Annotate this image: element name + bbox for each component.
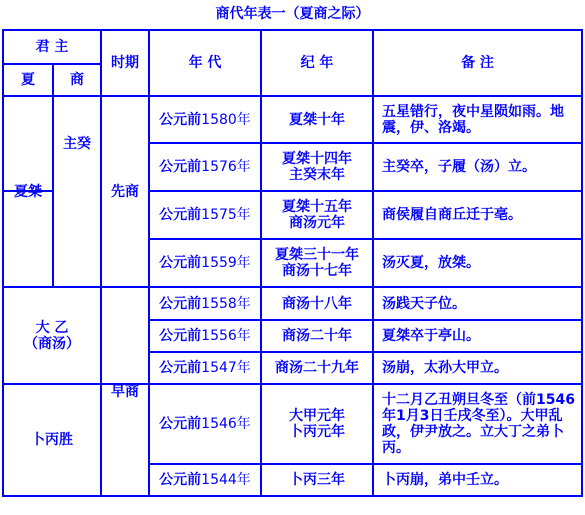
table-row-year xyxy=(150,321,260,351)
table-row-year xyxy=(150,97,260,142)
year-number: 1576年 xyxy=(201,159,251,175)
year-number: 1580年 xyxy=(201,111,251,128)
year-prefix: 公元前 xyxy=(159,159,202,175)
reign-line: 卜丙元年 xyxy=(289,424,345,440)
reign-line: 商汤十七年 xyxy=(282,263,352,279)
table-row-reign: 商汤二十年 xyxy=(282,328,352,344)
header-shang: 商 xyxy=(70,72,84,88)
reign-line: 夏桀十五年 xyxy=(282,199,352,215)
year-prefix: 公元前 xyxy=(159,328,202,344)
header-reign: 纪 年 xyxy=(300,55,334,71)
year-number: 1546年 xyxy=(201,416,251,432)
table-row-note: 商侯履自商丘迁于亳。 xyxy=(382,207,522,223)
header-year: 年 代 xyxy=(188,55,222,71)
table-row-note: 汤践天子位。 xyxy=(382,295,466,312)
period-xianshang: 先商 xyxy=(111,183,139,200)
header-notes: 备 注 xyxy=(461,55,494,71)
year-prefix: 公元前 xyxy=(159,111,202,128)
reign-line: 大甲元年 xyxy=(289,408,345,424)
reign-line: 商汤元年 xyxy=(289,215,345,231)
ruler-xiajie: 夏桀 xyxy=(14,183,42,200)
table-row-year xyxy=(150,385,260,463)
year-number: 1556年 xyxy=(201,328,251,344)
year-prefix: 公元前 xyxy=(159,207,202,223)
year-prefix: 公元前 xyxy=(159,472,202,488)
year-number: 1559年 xyxy=(201,255,251,271)
table-row-note: 主癸卒，子履（汤）立。 xyxy=(382,159,536,175)
table-row-note: 汤崩，太孙大甲立。 xyxy=(382,360,508,376)
table-row-year xyxy=(150,288,260,319)
year-prefix: 公元前 xyxy=(159,255,202,271)
table-row-reign xyxy=(262,144,372,190)
table-border-bottom xyxy=(2,495,583,497)
year-prefix: 公元前 xyxy=(159,360,202,376)
reign-line: 夏桀十四年 xyxy=(282,151,352,167)
table-row-note: 五星错行，夜中星陨如雨。地震，伊、洛竭。 xyxy=(382,103,564,136)
table-row-note: 汤灭夏，放桀。 xyxy=(382,255,480,271)
header-period: 时期 xyxy=(111,55,139,71)
table-row-year xyxy=(150,144,260,190)
table-border-right xyxy=(581,29,583,497)
page-title: 商代年表一（夏商之际） xyxy=(215,6,370,22)
table-row-reign xyxy=(262,385,372,463)
table-row-reign xyxy=(262,192,372,238)
table-row-note: 卜丙崩，弟中壬立。 xyxy=(382,472,508,488)
table-row-year xyxy=(150,192,260,238)
year-prefix: 公元前 xyxy=(159,295,202,312)
ruler-bubingsheng: 卜丙胜 xyxy=(31,432,73,448)
ruler-dayi xyxy=(4,288,100,383)
reign-line: 主癸末年 xyxy=(289,167,345,183)
table-row-year xyxy=(150,465,260,495)
period-zaoshang: 早商 xyxy=(111,383,139,400)
table-row-year xyxy=(150,240,260,286)
table-row-reign: 商汤十八年 xyxy=(282,295,352,312)
ruler-zhugui: 主癸 xyxy=(63,135,91,152)
header-ruler: 君 主 xyxy=(35,39,69,55)
year-number: 1547年 xyxy=(201,360,251,376)
reign-line: 夏桀三十一年 xyxy=(275,247,359,263)
year-number: 1558年 xyxy=(201,295,251,312)
ruler-dayi-alias: （商汤） xyxy=(24,335,80,352)
year-number: 1544年 xyxy=(201,472,251,488)
year-number: 1575年 xyxy=(201,207,251,223)
table-row-note: 夏桀卒于亭山。 xyxy=(382,328,480,344)
header-xia: 夏 xyxy=(21,72,35,88)
table-row-reign: 夏桀十年 xyxy=(289,111,345,128)
table-row-reign: 卜丙三年 xyxy=(289,472,345,488)
table-row-note: 十二月乙丑朔旦冬至（前1546年1月3日壬戌冬至）。大甲乱政，伊尹放之。立大丁之弟卜丙。 xyxy=(382,392,575,456)
table-row-reign xyxy=(262,240,372,286)
table-row-reign: 商汤二十九年 xyxy=(275,360,359,376)
year-prefix: 公元前 xyxy=(159,416,202,432)
table-row-year xyxy=(150,353,260,383)
ruler-dayi-name: 大 乙 xyxy=(35,319,69,336)
